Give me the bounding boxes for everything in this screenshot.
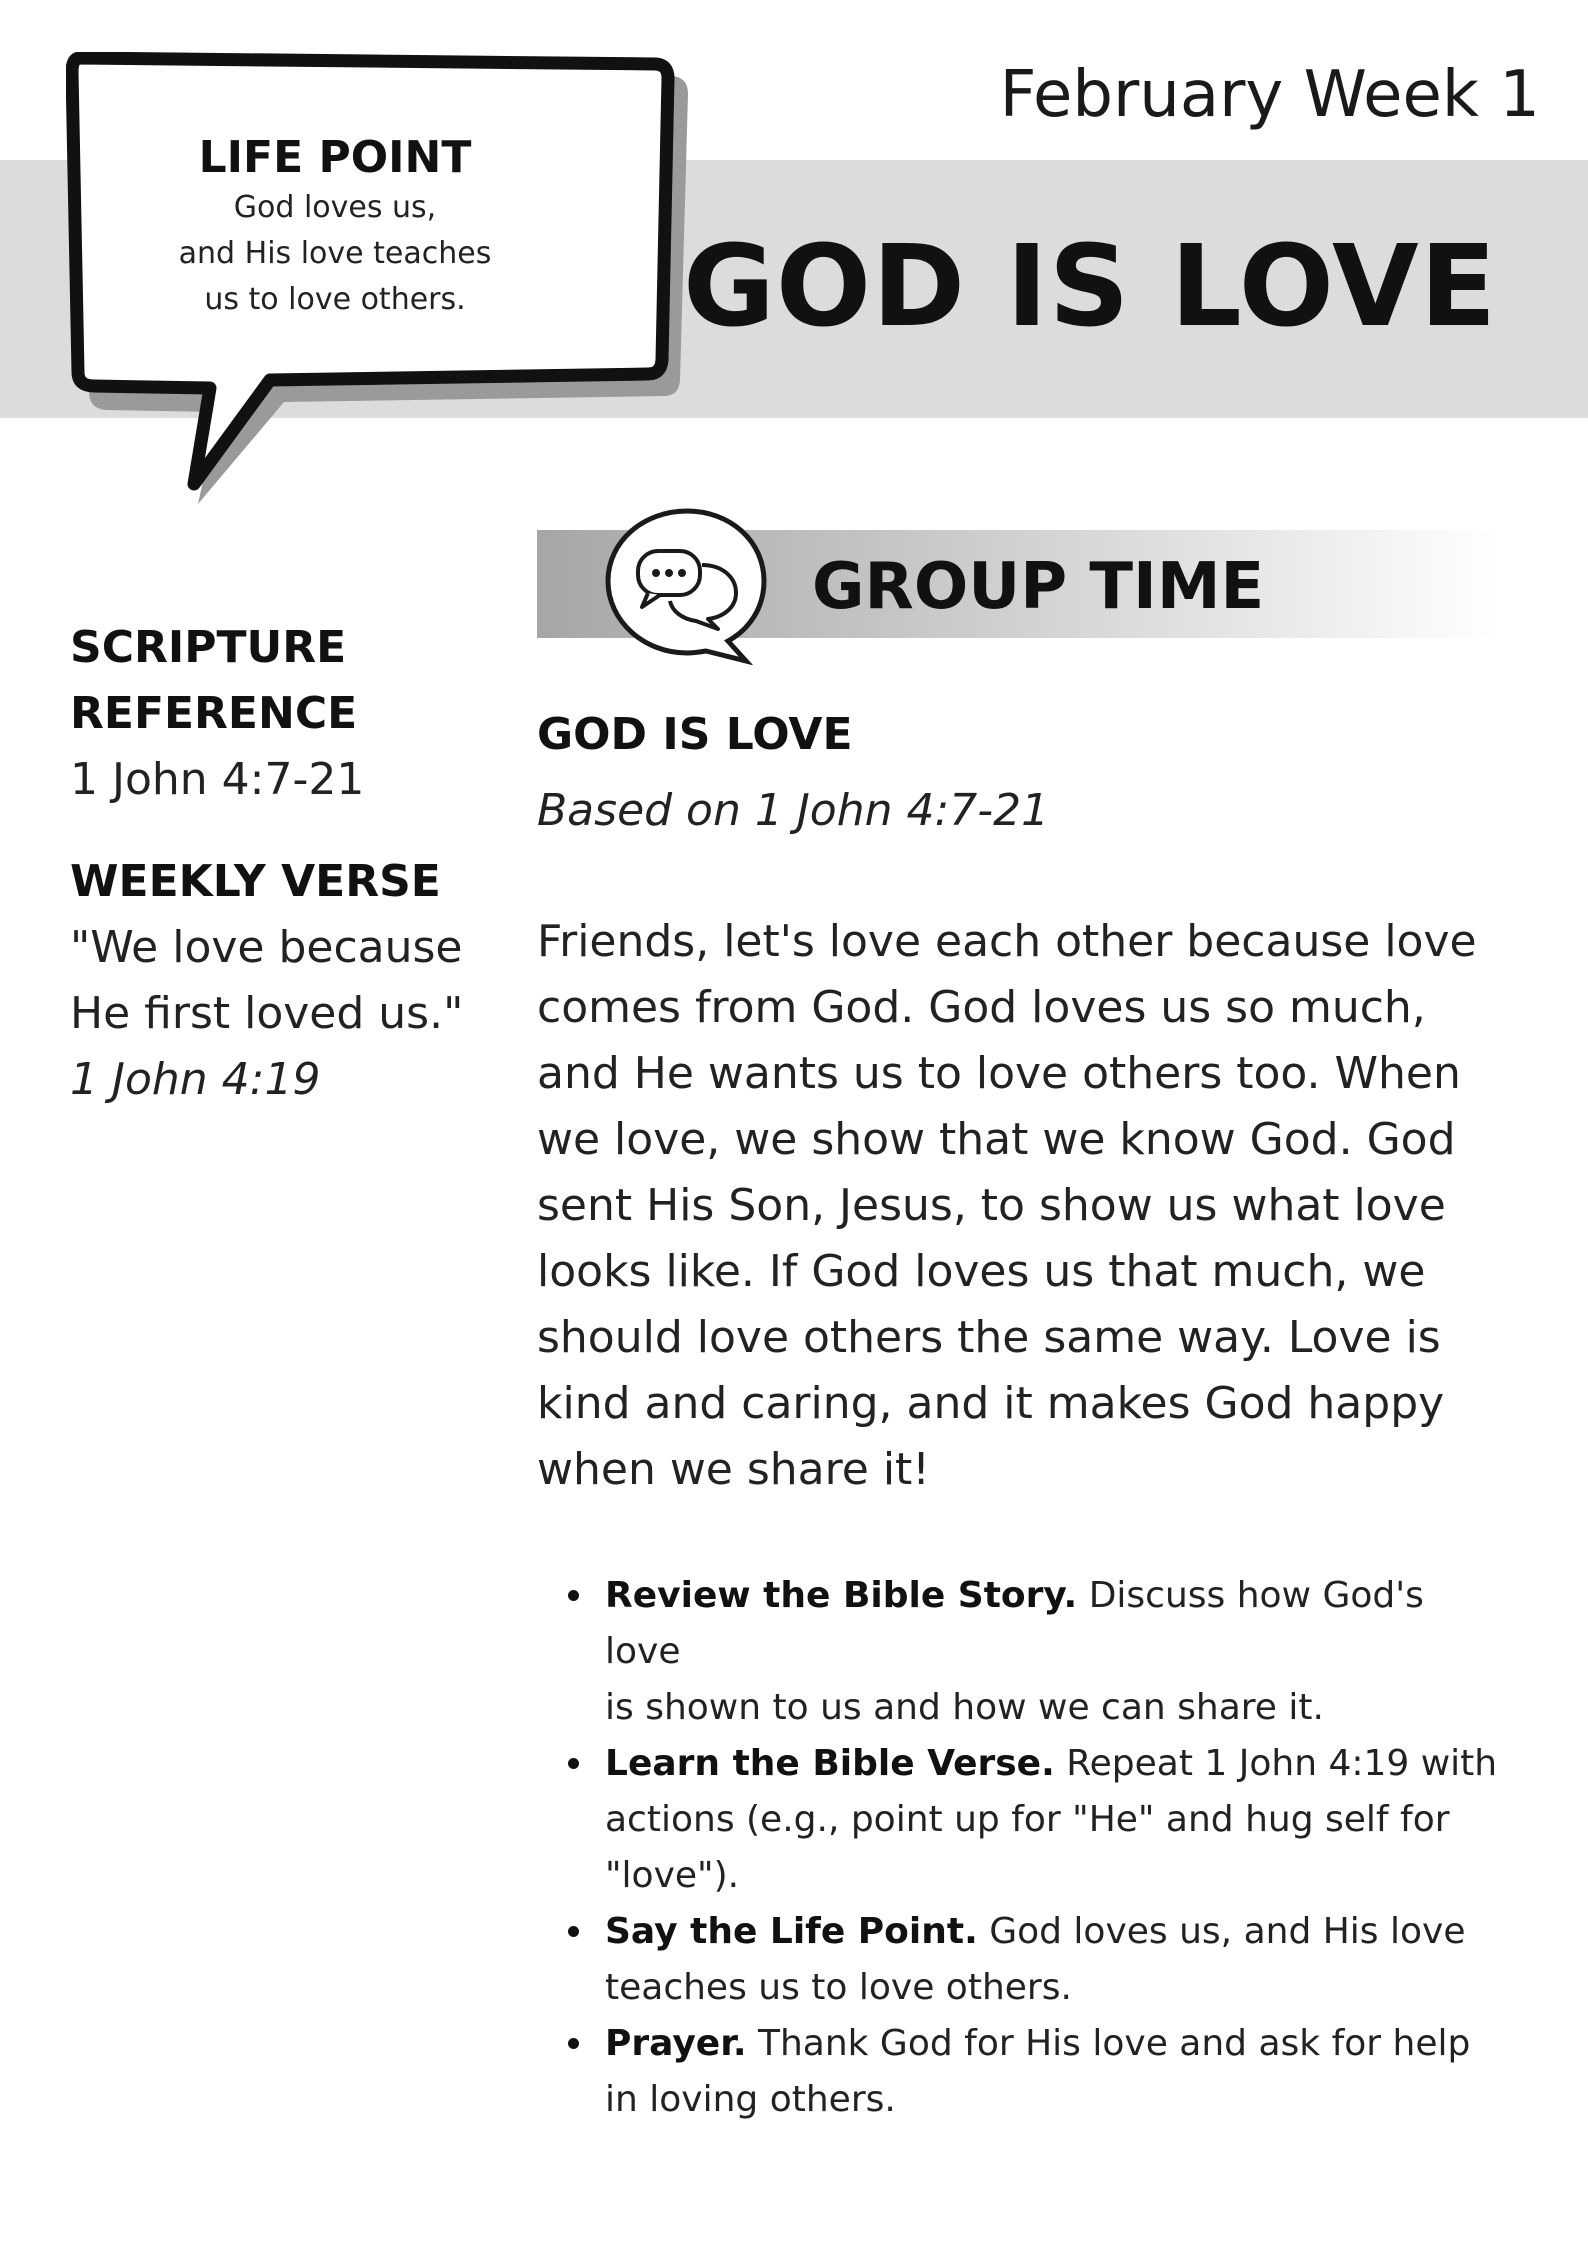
body-line: Friends, let's love each other because love (537, 916, 1477, 967)
bullet-text: teaches us to love others. (605, 1967, 1072, 2008)
list-item (568, 1736, 1508, 1904)
list-item (568, 2016, 1508, 2128)
body-line: sent His Son, Jesus, to show us what love (537, 1180, 1446, 1231)
lesson-content (537, 705, 1497, 1503)
bullet-text: actions (e.g., point up for "He" and hug self for (605, 1799, 1450, 1840)
weekly-verse-text: He first loved us." (70, 988, 464, 1039)
bullet-text: Repeat 1 John 4:19 with (1054, 1743, 1498, 1784)
scripture-heading: REFERENCE (70, 688, 358, 739)
body-line: should love others the same way. Love is (537, 1312, 1441, 1363)
lesson-based-on: Based on 1 John 4:7-21 (537, 785, 1050, 836)
scripture-reference: 1 John 4:7-21 (70, 754, 365, 805)
bullet-text: Thank God for His love and ask for help (746, 2023, 1471, 2064)
body-line: when we share it! (537, 1444, 930, 1495)
list-item (568, 1904, 1508, 2016)
weekly-verse-heading: WEEKLY VERSE (70, 856, 441, 907)
bullet-text: Discuss how God's love (605, 1575, 1424, 1672)
bullet-title: Prayer. (605, 2023, 747, 2064)
bullet-text: is shown to us and how we can share it. (605, 1687, 1324, 1728)
life-point-line: and His love teaches (178, 236, 492, 271)
weekly-verse-reference: 1 John 4:19 (70, 1054, 321, 1105)
group-time-label: GROUP TIME (812, 550, 1265, 624)
life-point-heading: LIFE POINT (198, 132, 472, 183)
bullet-text: "love"). (605, 1855, 740, 1896)
life-point-text (126, 185, 544, 323)
body-line: comes from God. God loves us so much, (537, 982, 1426, 1033)
body-line: looks like. If God loves us that much, we (537, 1246, 1426, 1297)
chat-bubbles-icon (598, 505, 776, 665)
body-line: and He wants us to love others too. When (537, 1048, 1461, 1099)
scripture-heading: SCRIPTURE (70, 622, 347, 673)
lesson-body (537, 909, 1497, 1503)
week-label: February Week 1 (999, 58, 1540, 132)
list-item (568, 1568, 1508, 1736)
bullet-title: Learn the Bible Verse. (605, 1743, 1055, 1784)
bullet-title: Review the Bible Story. (605, 1575, 1078, 1616)
bullet-title: Say the Life Point. (605, 1911, 978, 1952)
life-point-line: God loves us, (233, 190, 437, 225)
weekly-verse-text: "We love because (70, 922, 463, 973)
life-point-line: us to love others. (204, 282, 466, 317)
sidebar (70, 615, 490, 1113)
page-title: GOD IS LOVE (683, 222, 1498, 352)
life-point-bubble (66, 52, 696, 522)
activity-list (568, 1568, 1508, 2128)
bullet-text: God loves us, and His love (977, 1911, 1466, 1952)
body-line: we love, we show that we know God. God (537, 1114, 1456, 1165)
lesson-heading: GOD IS LOVE (537, 709, 853, 760)
bullet-text: in loving others. (605, 2079, 896, 2120)
body-line: kind and caring, and it makes God happy (537, 1378, 1445, 1429)
